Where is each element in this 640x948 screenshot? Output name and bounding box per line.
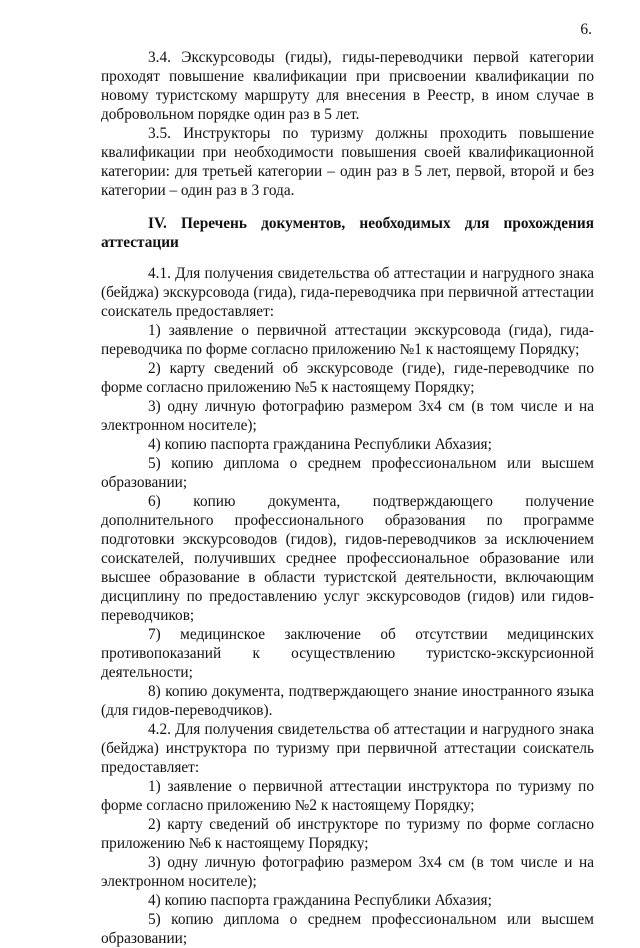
- list-item-4-1-1: 1) заявление о первичной аттестации экскурсовода (гида), гида-переводчика по форме согласно приложению №1 к настоящему Порядку;: [101, 322, 594, 358]
- list-item-4-1-7: 7) медицинское заключение об отсутствии медицинских противопоказаний к осуществлению туристско-экскурсионной деятельности;: [101, 626, 594, 681]
- paragraph-3-5: 3.5. Инструкторы по туризму должны проходить повышение квалификации при необходимости повышения своей квалификационной категории: для третьей категории – один раз в 5 лет, первой, второй и без категории – один раз в 3 года.: [101, 125, 594, 199]
- list-item-4-1-2: 2) карту сведений об экскурсоводе (гиде), гиде-переводчике по форме согласно приложению №5 к настоящему Порядку;: [101, 360, 594, 396]
- page-number: 6.: [580, 21, 592, 38]
- list-item-4-2-4: 4) копию паспорта гражданина Республики Абхазия;: [148, 892, 492, 909]
- list-item-4-2-1: 1) заявление о первичной аттестации инструктора по туризму по форме согласно приложению №2 к настоящему Порядку;: [101, 778, 594, 814]
- paragraph-3-4: 3.4. Экскурсоводы (гиды), гиды-переводчики первой категории проходят повышение квалификации при присвоении квалификации по новому туристскому маршруту для внесения в Реестр, в ином случае в добровольном порядке один раз в 5 лет.: [101, 49, 594, 123]
- list-item-4-1-4: 4) копию паспорта гражданина Республики Абхазия;: [148, 436, 492, 453]
- list-item-4-2-5: 5) копию диплома о среднем профессиональном или высшем образовании;: [101, 911, 594, 947]
- list-item-4-1-5: 5) копию диплома о среднем профессиональном или высшем образовании;: [101, 455, 594, 491]
- list-item-4-1-3: 3) одну личную фотографию размером 3х4 см (в том числе и на электронном носителе);: [101, 398, 594, 434]
- list-item-4-2-2: 2) карту сведений об инструкторе по туризму по форме согласно приложению №6 к настоящему Порядку;: [101, 816, 594, 852]
- section-heading: IV. Перечень документов, необходимых для прохождения аттестации: [101, 215, 594, 251]
- list-item-4-1-8: 8) копию документа, подтверждающего знание иностранного языка (для гидов-переводчиков).: [101, 683, 594, 719]
- list-item-4-2-3: 3) одну личную фотографию размером 3х4 см (в том числе и на электронном носителе);: [101, 854, 594, 890]
- paragraph-4-2: 4.2. Для получения свидетельства об аттестации и нагрудного знака (бейджа) инструктора по туризму при первичной аттестации соискатель предоставляет:: [101, 721, 594, 776]
- list-item-4-1-6: 6) копию документа, подтверждающего получение дополнительного профессионального образования по программе подготовки экскурсоводов (гидов), гидов-переводчиков за исключением соискателей, получивших среднее профессиональное образование или высшее образование в области туристской деятельности, включающим дисциплину по предоставлению услуг экскурсоводов (гидов) или гидов-переводчиков;: [101, 493, 594, 624]
- paragraph-4-1: 4.1. Для получения свидетельства об аттестации и нагрудного знака (бейджа) экскурсовода (гида), гида-переводчика при первичной аттестации соискатель предоставляет:: [101, 265, 594, 320]
